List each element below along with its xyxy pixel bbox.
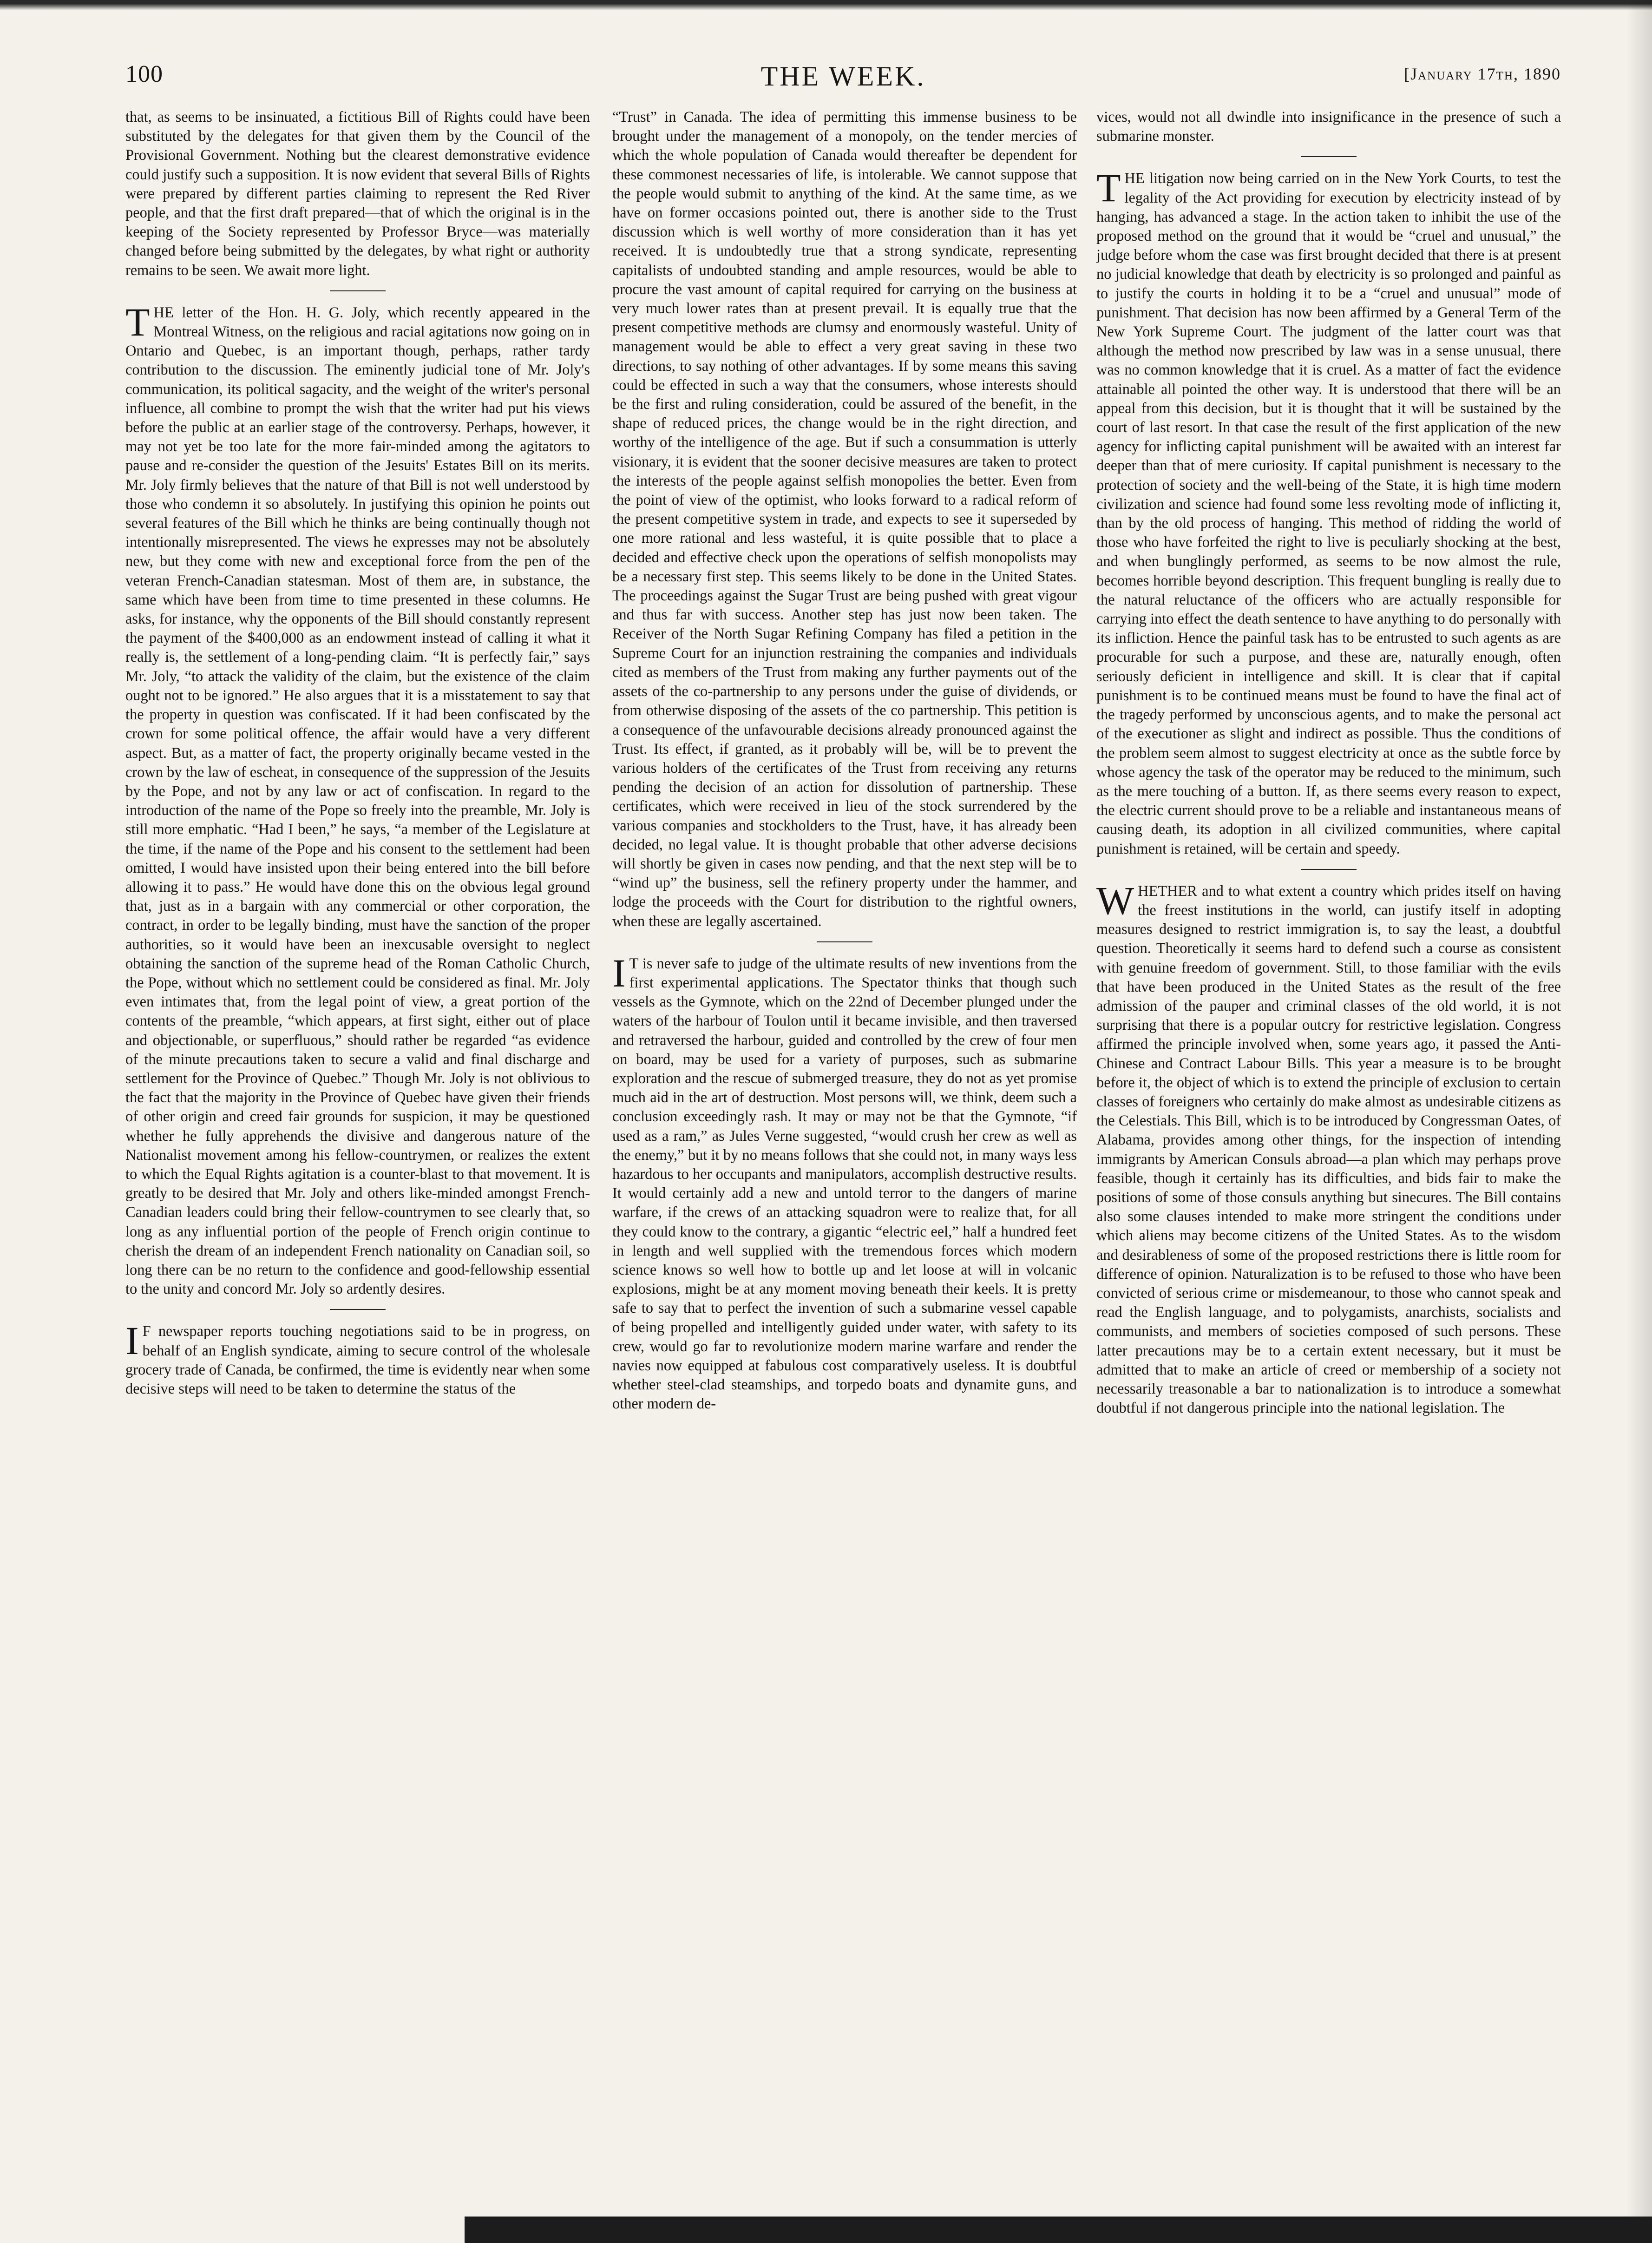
column-right [1096,108,1561,2190]
section-divider [330,290,386,291]
paragraph-text: HE litigation now being carried on in the New York Courts, to test the legality of the Act providing for execution by electricity instead of by hanging, has advanced a stage. In the action taken to inhibit the use of the proposed method on the ground that it would be “cruel and unusual,” the judge before whom the case was first brought decided that there is at present no judicial knowledge that death by electricity is so prolonged and painful as to justify the courts in holding it to be a “cruel and unusual” mode of punishment. That decision has now been affirmed by a General Term of the New York Supreme Court. The judgment of the latter court was that although the method now prescribed by law was in a sense unusual, there was no common knowledge that it is cruel. As a matter of fact the evidence attainable all pointed the other way. It is understood that there will be an appeal from this decision, but it is thought that it will be sustained by the court of last resort. In that case the result of the first application of the new agency for inflicting capital punishment will be awaited with an interest far deeper than that of mere curiosity. If capital punishment is necessary to the protection of society and the well-being of the State, it is high time modern civilization and science had found some less revolting mode of inflicting it, than by the old process of hanging. This method of ridding the world of those who have forfeited the right to live is peculiarly shocking at the best, and when bunglingly performed, as seems to be now almost the rule, becomes horrible beyond description. This frequent bungling is really due to the natural reluctance of the officers who are actually responsible for carrying into effect the death sentence to have anything to do personally with its infliction. Hence the painful task has to be entrusted to such agents as are procurable for such a purpose, and these are, naturally enough, often seriously deficient in intelligence and skill. It is clear that if capital punishment is to be continued means must be found to have the final act of the tragedy performed by unconscious agents, and to make the personal act of the executioner as slight and indirect as possible. Thus the conditions of the problem seem almost to suggest electricity at once as the subtle force by whose agency the task of the operator may be reduced to the minimum, such as the mere touching of a button. If, as there seems every reason to expect, the electric current should prove to be a reliable and instantaneous means of causing death, its adoption in all civilized communities, where capital punishment is retained, will be certain and speedy. [1096,170,1561,857]
paragraph-text: HE letter of the Hon. H. G. Joly, which recently appeared in the Montreal Witness, on the religious and racial agitations now going on in Ontario and Quebec, is an important though, perhaps, rather tardy contribution to the discussion. The eminently judicial tone of Mr. Joly's communication, its political sagacity, and the weight of the writer's personal influence, all combine to prompt the wish that the writer had put his views before the public at an earlier stage of the controversy. Perhaps, however, it may not yet be too late for the more fair-minded among the agitators to pause and re-consider the question of the Jesuits' Estates Bill on its merits. Mr. Joly firmly believes that the nature of that Bill is not well understood by those who condemn it so absolutely. In justifying this opinion he points out several features of the Bill which he thinks are being continually though not intentionally misrepresented. The views he expresses may not be absolutely new, but they come with new and exceptional force from the pen of the veteran French-Canadian statesman. Most of them are, in substance, the same which have been from time to time presented in these columns. He asks, for instance, why the opponents of the Bill should constantly represent the payment of the $400,000 as an endowment instead of calling it what it really is, the settlement of a long-pending claim. “It is perfectly fair,” says Mr. Joly, “to attack the validity of the claim, but the existence of the claim ought not to be ignored.” He also argues that it is a misstatement to say that the property in question was confiscated. If it had been confiscated by the crown for some political offence, the affair would have a very different aspect. But, as a matter of fact, the property originally became vested in the crown by the law of escheat, in consequence of the suppression of the Jesuits by the Pope, and not by any law or act of confiscation. In regard to the introduction of the name of the Pope so freely into the preamble, Mr. Joly is still more emphatic. “Had I been,” he says, “a member of the Legislature at the time, if the name of the Pope and his consent to the settlement had been omitted, I would have insisted upon their being entered into the bill before allowing it to pass.” He would have done this on the obvious legal ground that, just as in a bargain with any commercial or other corporation, the contract, in order to be legally binding, must have the sanction of the proper authorities, so it would have been an inexcusable oversight to neglect obtaining the sanction of the supreme head of the Roman Catholic Church, the Pope, without which no settlement could be considered as final. Mr. Joly even intimates that, from the legal point of view, a great portion of the contents of the preamble, “which appears, at first sight, either out of place and objectionable, or superfluous,” should rather be regarded “as evidence of the minute precautions taken to secure a valid and final discharge and settlement for the Province of Quebec.” Though Mr. Joly is not oblivious to the fact that the majority in the Province of Quebec have given their friends of other origin and creed fair grounds for suspicion, it may be questioned whether he fully apprehends the divisive and dangerous nature of the Nationalist movement among his fellow-countrymen, or realizes the extent to which the Equal Rights agitation is a counter-blast to that movement. It is greatly to be desired that Mr. Joly and others like-minded amongst French-Canadian leaders could bring their fellow-countrymen to see clearly that, so long as any influential portion of the people of French origin continue to cherish the dream of an independent French nationality on Canadian soil, so long there can be no return to the confidence and good-fellowship essential to the unity and concord Mr. Joly so ardently desires. [125,304,590,1298]
section-divider [330,1309,386,1310]
article-paragraph [1096,878,1561,1418]
article-paragraph [612,950,1077,1414]
section-divider [817,941,872,942]
article-paragraph [1096,165,1561,858]
publication-title: THE WEEK. [760,61,926,92]
scan-border-top [0,0,1652,19]
scan-border-right [1626,0,1652,2243]
drop-cap: T [125,299,150,344]
drop-cap: I [612,950,626,995]
scan-border-bottom [465,2217,1652,2243]
page-number: 100 [125,61,163,87]
article-paragraph [125,299,590,1299]
paragraph-text: HETHER and to what extent a country which prides itself on having the freest institutions in the world, can justify itself in adopting measures designed to restrict immigration is, to say the least, a doubtful question. Theoretically it seems hard to defend such a course as consistent with genuine freedom of government. Still, to those familiar with the evils that have been produced in the United States as the result of the free admission of the pauper and criminal classes of the old world, it is not surprising that there is a popular outcry for restrictive legislation. Congress affirmed the principle involved when, some years ago, it passed the Anti-Chinese and Contract Labour Bills. This year a measure is to be brought before it, the object of which is to extend the principle of exclusion to certain classes of foreigners who certainly do make almost as undesirable citizens as the Celestials. This Bill, which is to be introduced by Congressman Oates, of Alabama, provides among other things, for the inspection of intending immigrants by American Consuls abroad—a plan which may perhaps prove feasible, though it certainly has its difficulties, and bids fair to make the positions of some of those consuls anything but sinecures. The Bill contains also some clauses intended to make more stringent the conditions under which aliens may become citizens of the United States. As to the wisdom and desirableness of some of the proposed restrictions there is little room for difference of opinion. Naturalization is to be refused to those who have been convicted of serious crime or misdemeanour, to those who cannot speak and read the English language, and to polygamists, anarchists, socialists and communists, and members of societies composed of such persons. These latter precautions may be to a certain extent necessary, but it must be admitted that to make an article of creed or membership of a society not necessarily treasonable a bar to nationalization is to introduce a somewhat doubtful if not dangerous principle into the national legislation. The [1096,882,1561,1417]
issue-date: [January 17th, 1890 [1404,65,1561,83]
paragraph-text: F newspaper reports touching negotiations said to be in progress, on behalf of an English syndicate, aiming to secure control of the wholesale grocery trade of Canada, be confirmed, the time is evidently near when some decisive steps will need to be taken to determine the status of the [125,1323,590,1397]
paragraph-text: T is never safe to judge of the ultimate results of new inventions from the first experimental applications. The Spectator thinks that though such vessels as the Gymnote, which on the 22nd of December plunged under the waters of the harbour of Toulon until it became invisible, and then traversed and retraversed the harbour, guided and controlled by the crew of four men on board, may be used for a variety of purposes, such as submarine exploration and the rescue of submerged treasure, they do not as yet promise much aid in the art of destruction. Most persons will, we think, deem such a conclusion exceedingly rash. It may or may not be that the Gymnote, “if used as a ram,” as Jules Verne suggested, “would crush her crew as well as the enemy,” but it by no means follows that she could not, in many ways less hazardous to her occupants and manipulators, accomplish destructive results. It would certainly add a new and untold terror to the dangers of marine warfare, if the crews of an attacking squadron were to realize that, for all they could know to the contrary, a gigantic “electric eel,” half a hundred feet in length and well supplied with the tremendous forces which modern science knows so well how to bottle up and let loose at will in volcanic explosions, might be at any moment moving beneath their keels. It is pretty safe to say that to perfect the invention of such a submarine vessel capable of being propelled and intelligently guided under water, with safety to its crew, would go far to revolutionize modern marine warfare and render the navies now equipped at fabulous cost comparatively useless. It is doubtful whether steel-clad steamships, and torpedo boats and dynamite guns, and other modern de- [612,955,1077,1413]
article-paragraph: “Trust” in Canada. The idea of permitting this immense business to be brought under the management of a monopoly, on the tender mercies of which the whole population of Canada would thereafter be dependent for these commonest necessaries of life, is intolerable. We cannot suppose that the people would submit to anything of the kind. At the same time, as we have on former occasions pointed out, there is another side to the Trust discussion which is well worthy of more consideration than it has yet received. It is undoubtedly true that a strong syndicate, representing capitalists of undoubted standing and ample resources, would be able to procure the vast amount of capital required for carrying on the business at very much lower rates than at present prevail. It is equally true that the present competitive methods are clumsy and enormously wasteful. Unity of management would be able to effect a very great saving in these two directions, to say nothing of other advantages. If by some means this saving could be effected in such a way that the consumers, whose interests should be the first and ruling consideration, could be assured of the benefit, in the shape of reduced prices, the change would be in the right direction, and worthy of the intelligence of the age. But if such a consummation is utterly visionary, it is evident that the sooner decisive measures are taken to protect the interests of the people against selfish monopolies the better. Even from the point of view of the optimist, who looks forward to a radical reform of the present competitive system in trade, and expects to see it superseded by one more rational and less wasteful, it is quite possible that to place a decided and effective check upon the operations of selfish monopolists may be a necessary first step. This seems likely to be done in the United States. The proceedings against the Sugar Trust are being pushed with great vigour and thus far with success. Another step has just now been taken. The Receiver of the North Sugar Refining Company has filed a petition in the Supreme Court for an injunction restraining the companies and individuals cited as members of the Trust from making any further payments out of the assets of the co-partnership to any persons under the guise of dividends, or from otherwise disposing of the assets of the co partnership. This petition is a consequence of the unfavourable decisions already pronounced against the Trust. Its effect, if granted, as it probably will be, will be to prevent the various holders of the certificates of the Trust from receiving any returns pending the decision of an action for dissolution of partnership. These certificates, which were received in lieu of the stock surrendered by the various companies and stockholders to the Trust, have, it has already been decided, no legal value. It is thought probable that other adverse decisions will shortly be given in cases now pending, and that the next step will be to “wind up” the business, sell the refinery property under the hammer, and lodge the proceeds with the Court for distribution to the rightful owners, when these are legally ascertained. [612,109,1077,930]
article-paragraph: that, as seems to be insinuated, a fictitious Bill of Rights could have been substituted by the delegates for that given them by the Council of the Provisional Government. Nothing but the clearest demonstrative evidence could justify such a supposition. It is now evident that several Bills of Rights were prepared by different parties claiming to represent the Red River people, and that the first draft prepared—that of which the original is in the keeping of the Society represented by Professor Bryce—was materially changed before being submitted by the delegates, by what right or authority remains to be seen. We await more light. [125,109,590,279]
section-divider [1301,869,1357,870]
article-paragraph: vices, would not all dwindle into insignificance in the presence of such a submarine monster. [1096,109,1561,145]
drop-cap: I [125,1318,139,1363]
page-header [125,60,1561,102]
section-divider [1301,156,1357,157]
article-paragraph [125,1318,590,1399]
column-middle [612,108,1077,2190]
drop-cap: T [1096,165,1121,210]
column-left [125,108,590,2190]
drop-cap: W [1096,878,1134,923]
